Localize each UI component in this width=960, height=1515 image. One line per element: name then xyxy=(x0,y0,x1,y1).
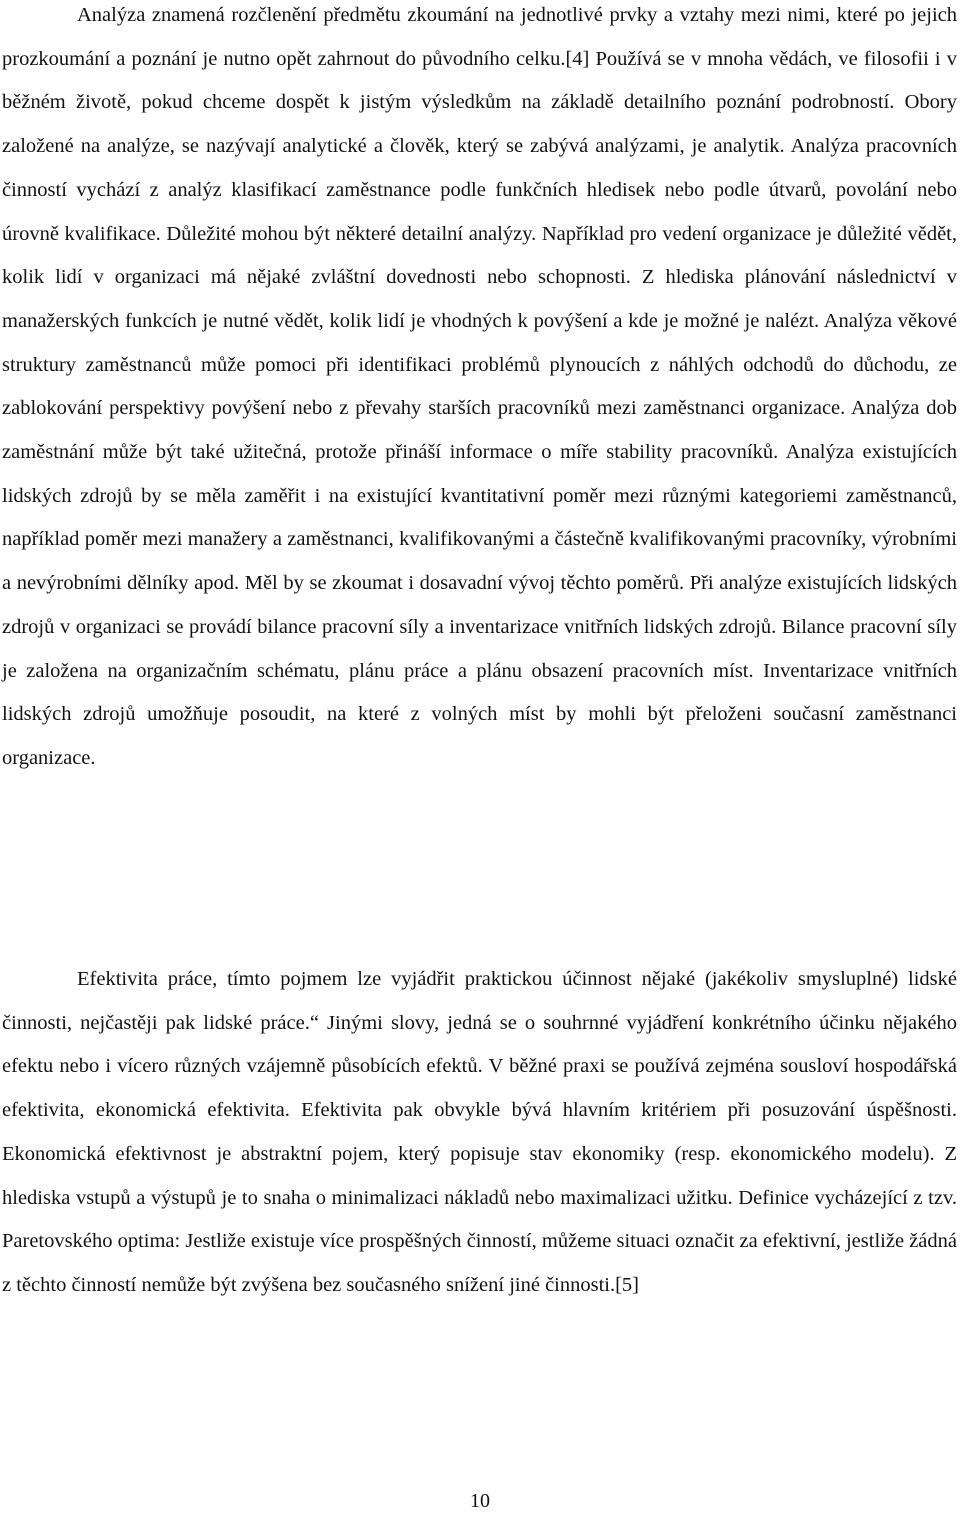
page-number: 10 xyxy=(470,1490,490,1512)
paragraph-efficiency xyxy=(2,958,957,1308)
paragraph-text: Efektivita práce, tímto pojmem lze vyjádřit praktickou účinnost nějaké (jakékoliv smysluplné) lidské činnosti, nejčastěji pak lidské práce.“ Jinými slovy, jedná se o souhrnné vyjádření konkrétního účinku nějakého efektu nebo i vícero různých vzájemně působících efektů. V běžné praxi se používá zejména sousloví hospodářská efektivita, ekonomická efektivita. Efektivita pak obvykle bývá hlavním kritériem při posuzování úspěšnosti. Ekonomická efektivnost je abstraktní pojem, který popisuje stav ekonomiky (resp. ekonomického modelu). Z hlediska vstupů a výstupů je to snaha o minimalizaci nákladů nebo maximalizaci užitku. Definice vycházející z tzv. Paretovského optima: Jestliže existuje více prospěšných činností, můžeme situaci označit za efektivní, jestliže žádná z těchto činností nemůže být zvýšena bez současného snížení jiné činnosti.[5] xyxy=(2,968,957,1296)
paragraph-text: Analýza znamená rozčlenění předmětu zkoumání na jednotlivé prvky a vztahy mezi nimi, které po jejich prozkoumání a poznání je nutno opět zahrnout do původního celku.[4] Používá se v mnoha vědách, ve filosofii i v běžném životě, pokud chceme dospět k jistým výsledkům na základě detailního poznání podrobností. Obory založené na analýze, se nazývají analytické a člověk, který se zabývá analýzami, je analytik. Analýza pracovních činností vychází z analýz klasifikací zaměstnance podle funkčních hledisek nebo podle útvarů, povolání nebo úrovně kvalifikace. Důležité mohou být některé detailní analýzy. Například pro vedení organizace je důležité vědět, kolik lidí v organizaci má nějaké zvláštní dovednosti nebo schopnosti. Z hlediska plánování následnictví v manažerských funkcích je nutné vědět, kolik lidí je vhodných k povýšení a kde je možné je nalézt. Analýza věkové struktury zaměstnanců může pomoci při identifikaci problémů plynoucích z náhlých odchodů do důchodu, ze zablokování perspektivy povýšení nebo z převahy starších pracovníků mezi zaměstnanci organizace. Analýza dob zaměstnání může být také užitečná, protože přináší informace o míře stability pracovníků. Analýza existujících lidských zdrojů by se měla zaměřit i na existující kvantitativní poměr mezi různými kategoriemi zaměstnanců, například poměr mezi manažery a zaměstnanci, kvalifikovanými a částečně kvalifikovanými pracovníky, výrobními a nevýrobními dělníky apod. Měl by se zkoumat i dosavadní vývoj těchto poměrů. Při analýze existujících lidských zdrojů v organizaci se provádí bilance pracovní síly a inventarizace vnitřních lidských zdrojů. Bilance pracovní síly je založena na organizačním schématu, plánu práce a plánu obsazení pracovních míst. Inventarizace vnitřních lidských zdrojů umožňuje posoudit, na které z volných míst by mohli být přeloženi současní zaměstnanci organizace. xyxy=(2,4,957,769)
paragraph-analysis xyxy=(2,0,957,781)
